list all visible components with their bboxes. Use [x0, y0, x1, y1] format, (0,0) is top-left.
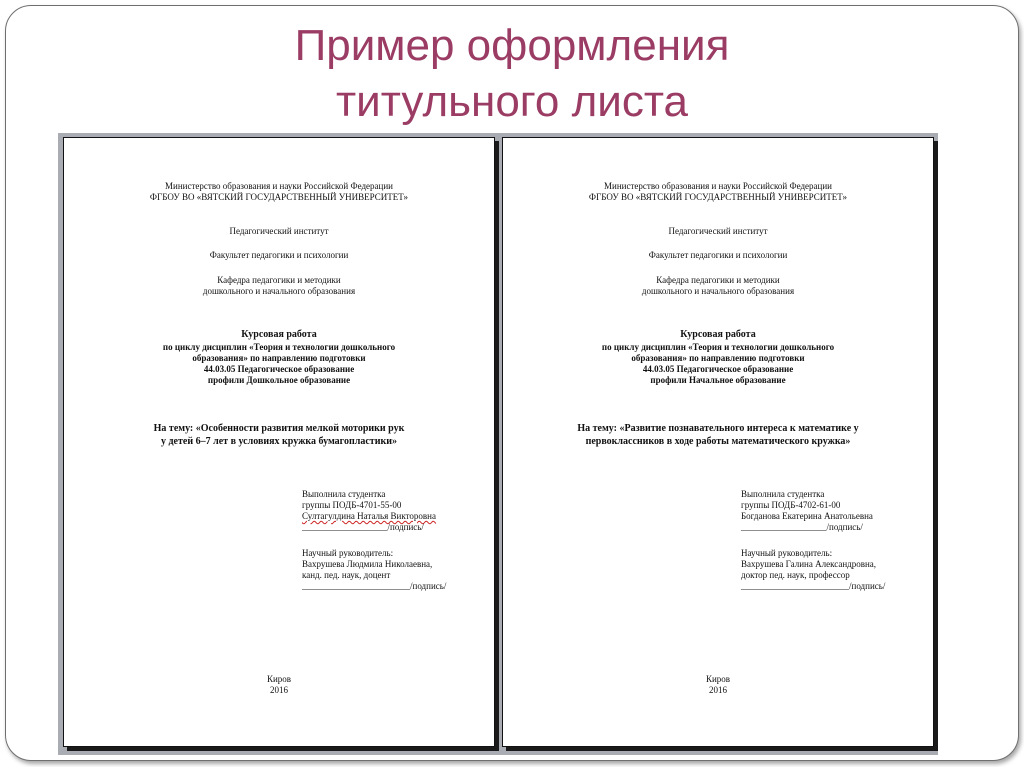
work-type	[503, 328, 933, 341]
supervisor-line-1: Научный руководитель:	[741, 548, 833, 558]
slide-title	[0, 18, 1024, 130]
supervisor-block	[741, 548, 885, 592]
topic-block	[503, 422, 933, 448]
footer-block	[503, 674, 933, 696]
institute-line	[64, 226, 494, 237]
topic-line-1: На тему: «Развитие познавательного интереса к математике у	[577, 423, 859, 434]
discipline-line-3: 44.03.05 Педагогическое образование	[642, 364, 794, 374]
discipline-block	[64, 342, 494, 386]
topic-line-1: На тему: «Особенности развития мелкой моторики рук	[153, 423, 405, 434]
student-signature-line: ___________________/подпись/	[741, 522, 863, 532]
topic-line-2: первоклассников в ходе работы математического кружка»	[585, 436, 851, 447]
department-line-2: дошкольного и начального образования	[202, 286, 356, 296]
ministry-line: Министерство образования и науки Российской Федерации	[165, 181, 393, 191]
supervisor-signature-line: ________________________/подпись/	[741, 581, 886, 591]
discipline-line-2: образования» по направлению подготовки	[631, 353, 805, 363]
year-line: 2016	[270, 685, 288, 695]
topic-line-2: у детей 6–7 лет в условиях кружка бумагопластики»	[161, 436, 397, 447]
student-line-2: группы ПОДБ-4701-55-00	[302, 500, 402, 510]
header-block	[64, 181, 494, 203]
institute-text: Педагогический институт	[668, 226, 768, 236]
student-line-1: Выполнила студентка	[741, 489, 825, 499]
institute-text: Педагогический институт	[229, 226, 329, 236]
title-page-right	[502, 137, 934, 747]
footer-block	[64, 674, 494, 696]
work-type	[64, 328, 494, 341]
work-type-text: Курсовая работа	[241, 329, 317, 340]
discipline-line-1: по циклу дисциплин «Теория и технологии дошкольного	[162, 342, 396, 352]
supervisor-line-1: Научный руководитель:	[302, 548, 394, 558]
department-block	[503, 275, 933, 297]
university-line: ФГБОУ ВО «ВЯТСКИЙ ГОСУДАРСТВЕННЫЙ УНИВЕРСИТЕТ»	[588, 192, 848, 202]
title-page-left	[63, 137, 495, 747]
header-block	[503, 181, 933, 203]
slide-title-line-2: титульного листа	[336, 77, 688, 126]
discipline-line-1: по циклу дисциплин «Теория и технологии дошкольного	[601, 342, 835, 352]
supervisor-line-2: Вахрушева Галина Александровна,	[741, 559, 877, 569]
faculty-line	[503, 250, 933, 261]
work-type-text: Курсовая работа	[680, 329, 756, 340]
department-block	[64, 275, 494, 297]
city-line: Киров	[705, 674, 731, 684]
faculty-text: Факультет педагогики и психологии	[648, 250, 788, 260]
supervisor-block	[302, 548, 446, 592]
topic-block	[64, 422, 494, 448]
discipline-line-3: 44.03.05 Педагогическое образование	[203, 364, 355, 374]
department-line-1: Кафедра педагогики и методики	[217, 275, 341, 285]
supervisor-signature-line: ________________________/подпись/	[302, 581, 447, 591]
institute-line	[503, 226, 933, 237]
ministry-line: Министерство образования и науки Российской Федерации	[604, 181, 832, 191]
student-line-3: Богданова Екатерина Анатольевна	[741, 511, 873, 521]
supervisor-line-3: канд. пед. наук, доцент	[302, 570, 391, 580]
discipline-line-4: профили Начальное образование	[650, 375, 786, 385]
student-signature-line: ___________________/подпись/	[302, 522, 424, 532]
faculty-line	[64, 250, 494, 261]
student-line-3: Султагулдина Наталья Викторовна	[302, 511, 436, 521]
discipline-line-2: образования» по направлению подготовки	[192, 353, 366, 363]
supervisor-line-2: Вахрушева Людмила Николаевна,	[302, 559, 433, 569]
discipline-line-4: профили Дошкольное образование	[207, 375, 351, 385]
student-line-2: группы ПОДБ-4702-61-00	[741, 500, 841, 510]
city-line: Киров	[266, 674, 292, 684]
discipline-block	[503, 342, 933, 386]
student-block	[741, 489, 873, 533]
university-line: ФГБОУ ВО «ВЯТСКИЙ ГОСУДАРСТВЕННЫЙ УНИВЕРСИТЕТ»	[149, 192, 409, 202]
slide-title-line-1: Пример оформления	[294, 21, 730, 70]
department-line-2: дошкольного и начального образования	[641, 286, 795, 296]
student-block	[302, 489, 436, 533]
student-line-1: Выполнила студентка	[302, 489, 386, 499]
department-line-1: Кафедра педагогики и методики	[656, 275, 780, 285]
year-line: 2016	[709, 685, 727, 695]
supervisor-line-3: доктор пед. наук, профессор	[741, 570, 850, 580]
faculty-text: Факультет педагогики и психологии	[209, 250, 349, 260]
